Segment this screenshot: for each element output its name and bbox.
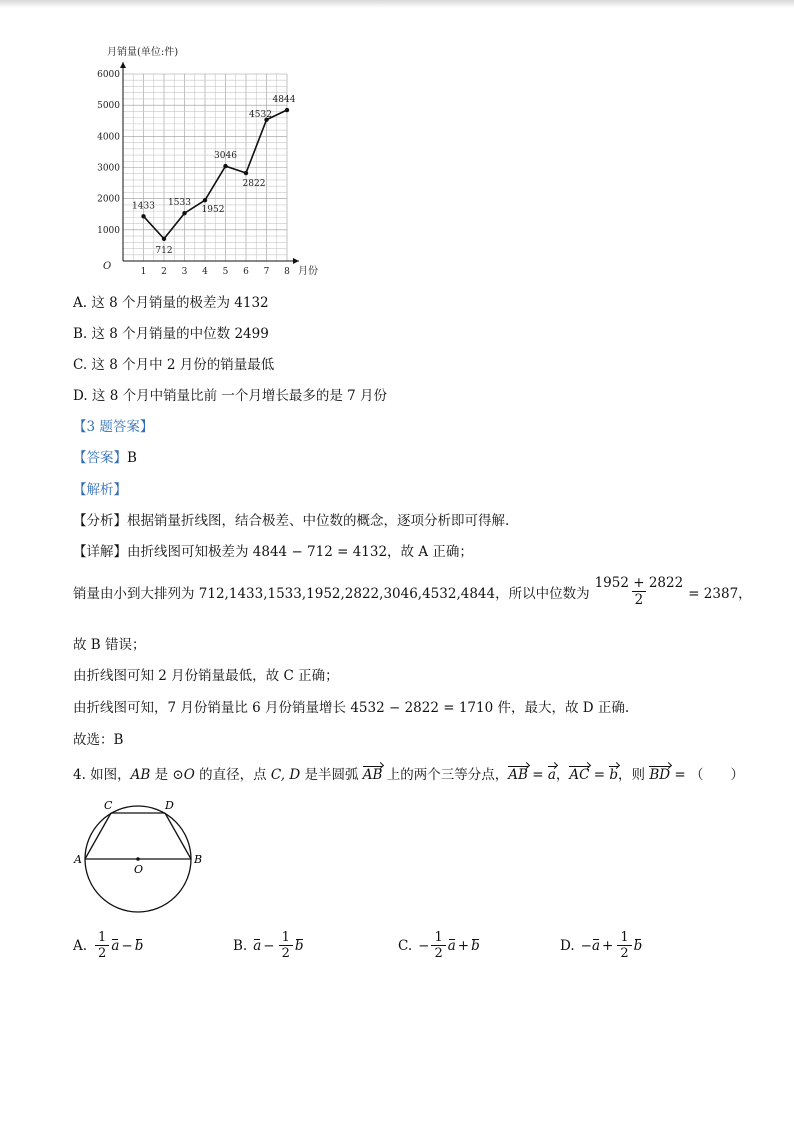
- q4-text-7: = （ ）: [670, 767, 744, 783]
- x-tick-label: 5: [222, 267, 229, 277]
- data-label: 1533: [168, 198, 191, 209]
- q4-a-vec-a: a: [111, 937, 120, 954]
- circle-figure: [68, 797, 218, 927]
- q4-c-num: 1: [434, 930, 443, 945]
- q4-text-2: 是 ⊙: [150, 767, 184, 783]
- q3-answer-header: 【3 题答案】: [73, 419, 154, 435]
- data-label: 712: [155, 245, 173, 256]
- data-point: [244, 171, 248, 175]
- q4-option-c: [398, 930, 480, 961]
- label-a: A: [74, 853, 82, 866]
- data-point: [285, 108, 289, 112]
- answer-tag: 【答案】: [73, 450, 127, 466]
- q4-vec-a: a: [547, 767, 556, 783]
- q4-d-frac: [617, 930, 631, 961]
- q4-text-3: 的直径，点: [194, 767, 271, 783]
- median-denominator: 2: [632, 591, 647, 608]
- q4-option-c-label: C.: [398, 937, 413, 954]
- q4-ab: AB: [130, 767, 151, 783]
- chord-db: [165, 813, 191, 859]
- xiangjie-line: [73, 540, 473, 560]
- y-tick-label: 2000: [97, 194, 120, 205]
- q4-vec-ab: AB: [508, 767, 528, 783]
- x-axis-arrow: [293, 258, 299, 264]
- q4-eq-b: =: [589, 767, 610, 783]
- data-label: 3046: [214, 151, 237, 162]
- choose-line: 故选：B: [73, 732, 124, 748]
- chord-ac: [85, 813, 111, 859]
- y-tick-label: 3000: [97, 163, 120, 174]
- q4-d-num: 1: [620, 930, 629, 945]
- option-d: D. 这 8 个月中销量比前 一个月增长最多的是 7 月份: [73, 388, 388, 404]
- q4-b-vec-a: a: [253, 937, 262, 954]
- top-header-strip: [0, 0, 794, 8]
- data-point: [203, 198, 207, 202]
- q4-c-vec-a: a: [447, 937, 456, 954]
- data-point: [141, 214, 145, 218]
- y-tick-label: 1000: [97, 225, 120, 236]
- xiangjie-text: 由折线图可知极差为 4844 − 712 = 4132，故 A 正确；: [127, 544, 473, 560]
- q4-text-6: ，则: [618, 767, 650, 783]
- q4-cd: C, D: [270, 767, 301, 783]
- data-label: 1952: [201, 205, 225, 216]
- q4-o: O: [183, 767, 195, 783]
- median-numerator: 1952 + 2822: [594, 575, 684, 591]
- fenxi-text: 根据销量折线图，结合极差、中位数的概念，逐项分析即可得解.: [127, 513, 510, 529]
- q4-a-num: 1: [98, 930, 107, 945]
- q4-vec-ac: AC: [569, 767, 590, 783]
- q4-option-d: [560, 930, 642, 961]
- q4-b-num: 1: [281, 930, 290, 945]
- q4-d-den: 2: [617, 945, 631, 961]
- answer-value: B: [127, 450, 137, 466]
- q4-option-a: [73, 930, 143, 961]
- chart-origin: O: [103, 261, 112, 272]
- q4-a-vec-b: b: [134, 937, 144, 954]
- q4-option-b-label: B.: [233, 937, 248, 954]
- y-tick-label: 6000: [97, 70, 120, 80]
- y-axis-arrow: [120, 62, 126, 68]
- fenxi-tag: 【分析】: [73, 513, 127, 529]
- x-tick-label: 6: [243, 267, 249, 277]
- q4-text-4: 是半圆弧: [300, 767, 363, 783]
- x-tick-label: 4: [202, 267, 208, 277]
- x-tick-label: 8: [284, 267, 290, 277]
- q4-c-vec-b: b: [471, 937, 480, 954]
- q4-a-frac: [95, 930, 109, 961]
- c-line: 由折线图可知 2 月份销量最低，故 C 正确；: [73, 668, 339, 684]
- data-point: [223, 164, 227, 168]
- d-line: 由折线图可知，7 月份销量比 6 月份销量增长 4532 − 2822 = 1710 件，最大，故 D 正确.: [73, 700, 630, 716]
- q4-vec-b: b: [609, 767, 619, 783]
- q4-d-vec-b: b: [633, 937, 643, 954]
- q4-c-den: 2: [431, 945, 445, 961]
- q4-d-vec-a: a: [591, 937, 601, 954]
- b-wrong-line: 故 B 错误；: [73, 637, 146, 653]
- q4-c-plus: +: [457, 937, 470, 954]
- q4-d-plus: +: [602, 937, 614, 954]
- q4-b-den: 2: [279, 945, 293, 961]
- q4-c-frac: [431, 930, 445, 961]
- label-c: C: [104, 799, 113, 812]
- label-b: B: [194, 853, 203, 866]
- x-tick-label: 7: [263, 267, 270, 277]
- y-tick-label: 4000: [97, 132, 120, 143]
- q4-b-vec-b: b: [294, 937, 304, 954]
- xiangjie-tag: 【详解】: [73, 544, 127, 560]
- option-b: B. 这 8 个月销量的中位数 2499: [73, 326, 269, 342]
- q4-option-b: [233, 930, 304, 961]
- q4-d-neg: −: [580, 937, 592, 954]
- data-label: 4532: [249, 109, 272, 120]
- q4-option-d-label: D.: [560, 937, 575, 954]
- median-fraction: [592, 575, 687, 608]
- q4-comma: ，: [555, 767, 570, 783]
- label-o: O: [134, 863, 144, 876]
- q4-text-5: 上的两个三等分点，: [382, 767, 509, 783]
- data-point: [182, 211, 186, 215]
- center-point: [136, 857, 140, 861]
- q4-text-1: 4. 如图，: [73, 767, 131, 783]
- q4-a-minus: −: [121, 937, 133, 954]
- x-tick-label: 3: [181, 267, 188, 277]
- y-tick-label: 5000: [97, 101, 120, 112]
- chart-xlabel: 月份: [298, 266, 318, 277]
- q4-arc-ab: AB: [362, 767, 383, 783]
- q4-b-frac: [279, 930, 293, 961]
- data-label: 4844: [272, 95, 296, 106]
- option-a: A. 这 8 个月销量的极差为 4132: [73, 295, 269, 311]
- q4-option-a-label: A.: [73, 937, 88, 954]
- data-label: 1433: [132, 201, 155, 212]
- q4-c-neg: −: [418, 937, 430, 954]
- fenxi-line: [73, 509, 509, 529]
- option-c: C. 这 8 个月中 2 月份的销量最低: [73, 357, 275, 373]
- median-line: [73, 575, 752, 608]
- q4-stem: [73, 763, 744, 783]
- q4-a-den: 2: [95, 945, 109, 961]
- x-tick-label: 1: [140, 267, 147, 277]
- data-point: [162, 237, 166, 241]
- monthly-sales-line-chart: [95, 40, 335, 280]
- data-label: 2822: [242, 179, 266, 190]
- sorted-text: 销量由小到大排列为 712,1433,1533,1952,2822,3046,4532,4844，所以中位数为: [73, 585, 590, 602]
- x-tick-label: 2: [161, 267, 167, 277]
- analysis-tag: 【解析】: [73, 482, 127, 498]
- q4-vec-bd: BD: [649, 767, 671, 783]
- label-d: D: [165, 799, 174, 812]
- q4-eq-a: =: [527, 767, 548, 783]
- answer-line: [73, 446, 137, 466]
- chart-ylabel: 月销量(单位:件): [107, 47, 179, 58]
- median-result: = 2387，: [688, 585, 752, 602]
- q4-b-minus: −: [263, 937, 275, 954]
